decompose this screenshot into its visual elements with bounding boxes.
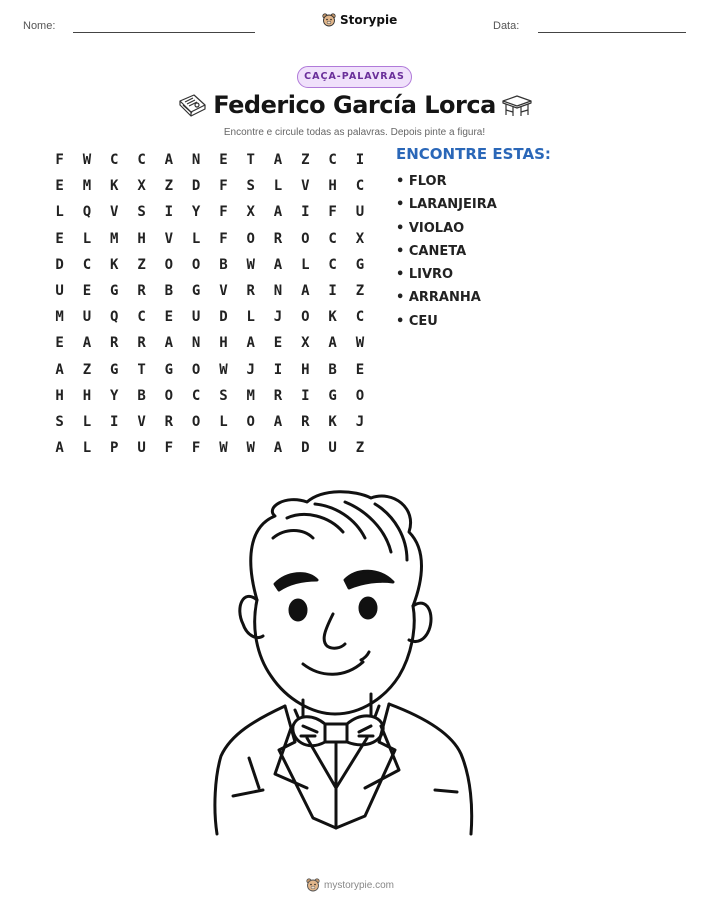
grid-letter[interactable]: G bbox=[355, 256, 365, 273]
grid-letter[interactable]: I bbox=[110, 413, 119, 430]
grid-letter[interactable]: B bbox=[328, 361, 337, 378]
grid-letter[interactable]: D bbox=[301, 440, 310, 457]
grid-letter[interactable]: G bbox=[328, 387, 337, 404]
grid-letter[interactable]: Z bbox=[355, 283, 365, 300]
grid-letter[interactable]: N bbox=[191, 152, 201, 169]
grid-letter[interactable]: C bbox=[328, 256, 337, 273]
grid-letter[interactable]: R bbox=[273, 230, 283, 247]
grid-letter[interactable]: I bbox=[164, 204, 174, 221]
grid-letter[interactable]: J bbox=[273, 309, 283, 326]
instructions: Encontre e circule todas as palavras. Depois pinte a figura! bbox=[223, 127, 486, 138]
grid-letter[interactable]: H bbox=[82, 387, 92, 404]
grid-letter[interactable]: Q bbox=[82, 204, 92, 221]
grid-letter[interactable]: Y bbox=[110, 387, 119, 404]
grid-letter[interactable]: R bbox=[301, 413, 310, 430]
grid-letter[interactable]: M bbox=[55, 309, 64, 326]
grid-letter[interactable]: A bbox=[328, 335, 337, 352]
grid-letter[interactable]: J bbox=[246, 361, 255, 378]
grid-letter[interactable]: G bbox=[110, 283, 119, 300]
grid-letter[interactable]: H bbox=[328, 178, 337, 195]
grid-letter[interactable]: S bbox=[219, 387, 228, 404]
grid-letter[interactable]: O bbox=[191, 361, 201, 378]
grid-letter[interactable]: C bbox=[137, 152, 146, 169]
grid-letter[interactable]: G bbox=[191, 283, 201, 300]
grid-letter[interactable]: V bbox=[164, 230, 174, 247]
grid-letter[interactable]: V bbox=[219, 283, 228, 300]
grid-letter[interactable]: A bbox=[273, 440, 283, 457]
grid-letter[interactable]: A bbox=[82, 335, 92, 352]
grid-letter[interactable]: I bbox=[273, 361, 283, 378]
grid-letter[interactable]: E bbox=[55, 335, 64, 352]
grid-letter[interactable]: H bbox=[137, 230, 146, 247]
grid-letter[interactable]: C bbox=[110, 152, 119, 169]
grid-letter[interactable]: W bbox=[82, 152, 92, 169]
grid-letter[interactable]: B bbox=[137, 387, 146, 404]
grid-letter[interactable]: I bbox=[355, 152, 365, 169]
grid-letter[interactable]: C bbox=[137, 309, 146, 326]
grid-letter[interactable]: F bbox=[328, 204, 337, 221]
grid-letter[interactable]: C bbox=[355, 178, 365, 195]
bear-logo-icon bbox=[322, 13, 336, 27]
name-line bbox=[73, 32, 255, 33]
school-desk-icon bbox=[501, 94, 533, 118]
grid-letter[interactable]: Z bbox=[137, 256, 146, 273]
grid-letter[interactable]: C bbox=[355, 309, 365, 326]
category-badge: CAÇA-PALAVRAS bbox=[297, 66, 412, 88]
grid-letter[interactable]: H bbox=[219, 335, 228, 352]
grid-letter[interactable]: U bbox=[82, 309, 92, 326]
bear-logo-icon bbox=[306, 878, 320, 892]
grid-letter[interactable]: Q bbox=[110, 309, 119, 326]
grid-letter[interactable]: B bbox=[219, 256, 228, 273]
grid-letter[interactable]: F bbox=[191, 440, 201, 457]
grid-letter[interactable]: B bbox=[164, 283, 174, 300]
word-list-title: ENCONTRE ESTAS: bbox=[396, 145, 551, 163]
grid-letter[interactable]: O bbox=[301, 309, 310, 326]
grid-letter[interactable]: L bbox=[82, 413, 92, 430]
grid-letter[interactable]: R bbox=[137, 335, 146, 352]
grid-letter[interactable]: M bbox=[110, 230, 119, 247]
word-list-item: • ARRANHA bbox=[396, 286, 497, 309]
grid-row bbox=[46, 147, 374, 173]
grid-letter[interactable]: F bbox=[219, 204, 228, 221]
grid-letter[interactable]: S bbox=[55, 413, 64, 430]
grid-row bbox=[46, 409, 374, 435]
grid-letter[interactable]: K bbox=[328, 413, 337, 430]
grid-letter[interactable]: R bbox=[110, 335, 119, 352]
grid-letter[interactable]: O bbox=[164, 387, 174, 404]
grid-letter[interactable]: R bbox=[246, 283, 255, 300]
grid-letter[interactable]: G bbox=[164, 361, 174, 378]
grid-letter[interactable]: Z bbox=[355, 440, 365, 457]
grid-letter[interactable]: X bbox=[355, 230, 365, 247]
grid-row bbox=[46, 330, 374, 356]
grid-row bbox=[46, 435, 374, 461]
grid-letter[interactable]: K bbox=[110, 256, 119, 273]
grid-letter[interactable]: L bbox=[82, 230, 92, 247]
grid-letter[interactable]: V bbox=[137, 413, 146, 430]
word-search-grid bbox=[46, 147, 374, 461]
grid-letter[interactable]: Y bbox=[191, 204, 201, 221]
grid-letter[interactable]: X bbox=[137, 178, 146, 195]
grid-letter[interactable]: A bbox=[273, 204, 283, 221]
word-list-item: • LIVRO bbox=[396, 263, 497, 286]
grid-letter[interactable]: U bbox=[191, 309, 201, 326]
grid-letter[interactable]: E bbox=[55, 230, 64, 247]
grid-letter[interactable]: G bbox=[110, 361, 119, 378]
date-line bbox=[538, 32, 686, 33]
grid-row bbox=[46, 252, 374, 278]
grid-letter[interactable]: E bbox=[55, 178, 64, 195]
grid-letter[interactable]: W bbox=[355, 335, 365, 352]
grid-letter[interactable]: S bbox=[137, 204, 146, 221]
grid-letter[interactable]: A bbox=[273, 256, 283, 273]
grid-letter[interactable]: L bbox=[82, 440, 92, 457]
word-list bbox=[396, 170, 497, 333]
grid-letter[interactable]: Z bbox=[82, 361, 92, 378]
grid-letter[interactable]: O bbox=[164, 256, 174, 273]
grid-letter[interactable]: L bbox=[55, 204, 64, 221]
grid-letter[interactable]: H bbox=[55, 387, 64, 404]
grid-row bbox=[46, 226, 374, 252]
grid-letter[interactable]: O bbox=[191, 413, 201, 430]
grid-letter[interactable]: L bbox=[191, 230, 201, 247]
grid-letter[interactable]: A bbox=[55, 361, 64, 378]
grid-letter[interactable]: D bbox=[219, 309, 228, 326]
grid-letter[interactable]: L bbox=[273, 178, 283, 195]
word-list-item: • CANETA bbox=[396, 240, 497, 263]
grid-letter[interactable]: W bbox=[219, 361, 228, 378]
grid-letter[interactable]: M bbox=[82, 178, 92, 195]
brand bbox=[322, 13, 397, 27]
grid-letter[interactable]: H bbox=[301, 361, 310, 378]
grid-letter[interactable]: L bbox=[219, 413, 228, 430]
grid-row bbox=[46, 199, 374, 225]
grid-letter[interactable]: U bbox=[328, 440, 337, 457]
grid-letter[interactable]: F bbox=[219, 178, 228, 195]
grid-letter[interactable]: S bbox=[246, 178, 255, 195]
grid-letter[interactable]: F bbox=[219, 230, 228, 247]
grid-letter[interactable]: W bbox=[246, 440, 255, 457]
grid-letter[interactable]: X bbox=[246, 204, 255, 221]
grid-letter[interactable]: Z bbox=[301, 152, 310, 169]
grid-letter[interactable]: L bbox=[246, 309, 255, 326]
grid-letter[interactable]: C bbox=[191, 387, 201, 404]
portrait-coloring-illustration bbox=[195, 488, 505, 843]
grid-letter[interactable]: U bbox=[137, 440, 146, 457]
grid-letter[interactable]: N bbox=[273, 283, 283, 300]
grid-letter[interactable]: L bbox=[301, 256, 310, 273]
grid-letter[interactable]: X bbox=[301, 335, 310, 352]
grid-letter[interactable]: O bbox=[191, 256, 201, 273]
grid-letter[interactable]: E bbox=[82, 283, 92, 300]
grid-letter[interactable]: F bbox=[164, 440, 174, 457]
grid-letter[interactable]: D bbox=[191, 178, 201, 195]
grid-letter[interactable]: A bbox=[164, 335, 174, 352]
grid-letter[interactable]: I bbox=[301, 387, 310, 404]
word-list-item: • VIOLAO bbox=[396, 217, 497, 240]
grid-letter[interactable]: V bbox=[110, 204, 119, 221]
grid-letter[interactable]: N bbox=[191, 335, 201, 352]
grid-letter[interactable]: A bbox=[55, 440, 64, 457]
grid-letter[interactable]: D bbox=[55, 256, 64, 273]
grid-letter[interactable]: K bbox=[328, 309, 337, 326]
grid-letter[interactable]: J bbox=[355, 413, 365, 430]
grid-letter[interactable]: A bbox=[246, 335, 255, 352]
page-title: Federico García Lorca bbox=[213, 91, 496, 119]
grid-letter[interactable]: F bbox=[55, 152, 64, 169]
footer-url: mystorypie.com bbox=[324, 879, 395, 891]
grid-letter[interactable]: I bbox=[328, 283, 337, 300]
grid-letter[interactable]: P bbox=[110, 440, 119, 457]
grid-letter[interactable]: C bbox=[82, 256, 92, 273]
grid-letter[interactable]: A bbox=[164, 152, 174, 169]
grid-letter[interactable]: C bbox=[328, 230, 337, 247]
grid-letter[interactable]: V bbox=[301, 178, 310, 195]
grid-letter[interactable]: T bbox=[246, 152, 255, 169]
grid-letter[interactable]: A bbox=[273, 413, 283, 430]
date-label: Data: bbox=[493, 20, 520, 32]
word-list-item: • CEU bbox=[396, 310, 497, 333]
grid-letter[interactable]: M bbox=[246, 387, 255, 404]
grid-letter[interactable]: R bbox=[273, 387, 283, 404]
grid-letter[interactable]: A bbox=[301, 283, 310, 300]
grid-row bbox=[46, 357, 374, 383]
grid-letter[interactable]: C bbox=[328, 152, 337, 169]
grid-letter[interactable]: A bbox=[273, 152, 283, 169]
grid-letter[interactable]: K bbox=[110, 178, 119, 195]
grid-letter[interactable]: I bbox=[301, 204, 310, 221]
grid-row bbox=[46, 278, 374, 304]
grid-letter[interactable]: T bbox=[137, 361, 146, 378]
grid-letter[interactable]: E bbox=[273, 335, 283, 352]
grid-letter[interactable]: Z bbox=[164, 178, 174, 195]
grid-letter[interactable]: E bbox=[355, 361, 365, 378]
footer bbox=[306, 878, 394, 892]
grid-letter[interactable]: E bbox=[164, 309, 174, 326]
grid-letter[interactable]: O bbox=[246, 413, 255, 430]
name-label: Nome: bbox=[23, 20, 56, 32]
grid-row bbox=[46, 173, 374, 199]
grid-row bbox=[46, 383, 374, 409]
word-list-item: • FLOR bbox=[396, 170, 497, 193]
grid-letter[interactable]: O bbox=[301, 230, 310, 247]
grid-letter[interactable]: W bbox=[246, 256, 255, 273]
grid-row bbox=[46, 304, 374, 330]
grid-letter[interactable]: R bbox=[137, 283, 146, 300]
grid-letter[interactable]: U bbox=[55, 283, 64, 300]
grid-letter[interactable]: O bbox=[246, 230, 255, 247]
word-list-item: • LARANJEIRA bbox=[396, 193, 497, 216]
grid-letter[interactable]: U bbox=[355, 204, 365, 221]
brand-name: Storypie bbox=[340, 13, 398, 27]
grid-letter[interactable]: W bbox=[219, 440, 228, 457]
grid-letter[interactable]: O bbox=[355, 387, 365, 404]
grid-letter[interactable]: R bbox=[164, 413, 174, 430]
grid-letter[interactable]: E bbox=[219, 152, 228, 169]
